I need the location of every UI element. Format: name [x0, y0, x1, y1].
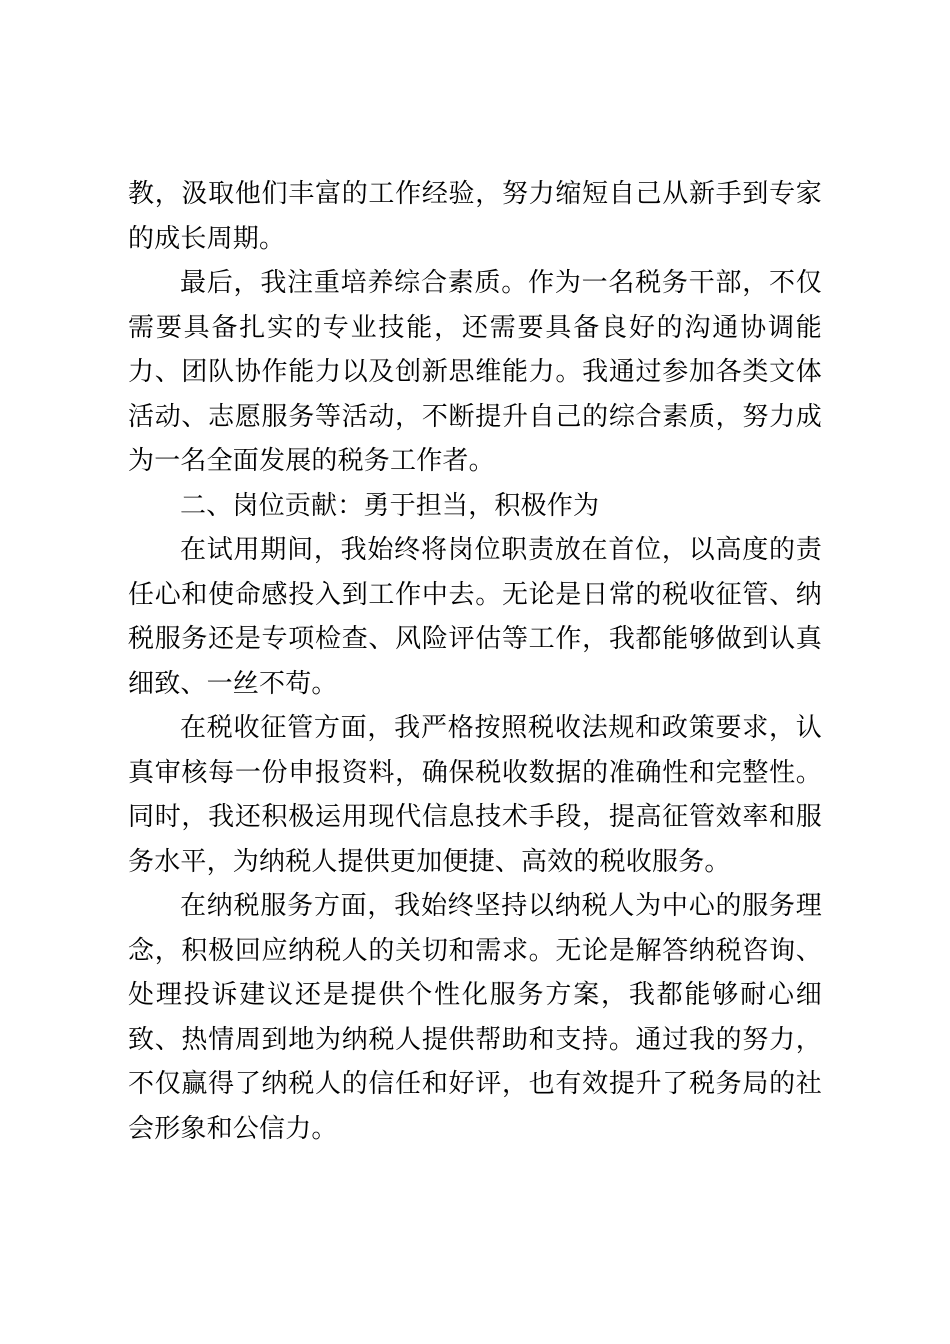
paragraph-comprehensive-quality: 最后，我注重培养综合素质。作为一名税务干部，不仅需要具备扎实的专业技能，还需要具备良好的沟通协调能力、团队协作能力以及创新思维能力。我通过参加各类文体活动、志愿服务等活动，不断提升自己的综合素质，努力成为一名全面发展的税务工作者。 [128, 268, 822, 476]
section-heading: 二、岗位贡献：勇于担当，积极作为 [180, 490, 600, 521]
document-body [128, 172, 822, 1151]
paragraph-continuation: 教，汲取他们丰富的工作经验，努力缩短自己从新手到专家的成长周期。 [128, 179, 822, 254]
paragraph-taxpayer-service: 在纳税服务方面，我始终坚持以纳税人为中心的服务理念，积极回应纳税人的关切和需求。无论是解答纳税咨询、处理投诉建议还是提供个性化服务方案，我都能够耐心细致、热情周到地为纳税人提供帮助和支持。通过我的努力，不仅赢得了纳税人的信任和好评，也有效提升了税务局的社会形象和公信力。 [128, 891, 822, 1144]
paragraph-probation-duties: 在试用期间，我始终将岗位职责放在首位，以高度的责任心和使命感投入到工作中去。无论是日常的税收征管、纳税服务还是专项检查、风险评估等工作，我都能够做到认真细致、一丝不苟。 [128, 535, 822, 699]
paragraph-tax-administration: 在税收征管方面，我严格按照税收法规和政策要求，认真审核每一份申报资料，确保税收数据的准确性和完整性。同时，我还积极运用现代信息技术手段，提高征管效率和服务水平，为纳税人提供更加便捷、高效的税收服务。 [128, 713, 822, 877]
